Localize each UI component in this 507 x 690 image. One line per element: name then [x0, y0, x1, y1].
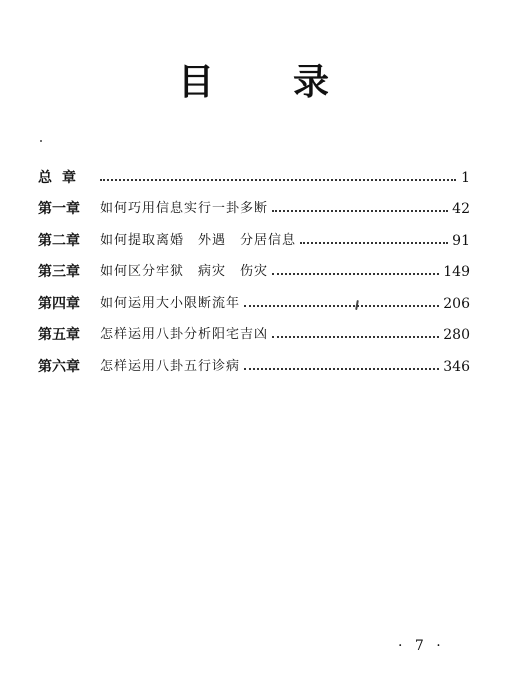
- toc-chapter-label: 第四章: [38, 295, 80, 312]
- toc-page-number: 346: [443, 358, 470, 375]
- toc-entry-chapter-2: [38, 225, 470, 257]
- footer-page-number: · 7 ·: [398, 638, 445, 654]
- title-char-1: 目: [178, 62, 215, 103]
- toc-entry-title: 如何提取离婚 外遇 分居信息: [100, 232, 297, 248]
- dot-leader: [300, 242, 448, 244]
- dot-leader: [244, 368, 439, 370]
- toc-page-number: 42: [452, 201, 470, 218]
- toc-chapter-label: 总章: [38, 169, 86, 186]
- dot-leader: [272, 336, 439, 338]
- toc-chapter-label: 第三章: [38, 264, 80, 281]
- table-of-contents: [38, 162, 470, 383]
- toc-entry-title: 如何巧用信息实行一卦多断: [100, 201, 269, 217]
- toc-entry-chapter-3: [38, 257, 470, 289]
- scan-speck: [40, 140, 42, 142]
- dot-leader: [272, 273, 439, 275]
- toc-chapter-label: 第六章: [38, 358, 80, 375]
- toc-chapter-label: 第五章: [38, 327, 80, 344]
- dot-leader: [272, 210, 448, 212]
- toc-chapter-label: 第一章: [38, 201, 80, 218]
- toc-entry-title: 怎样运用八卦五行诊病: [100, 358, 241, 374]
- toc-page-number: 280: [443, 327, 470, 344]
- dot-leader: [100, 179, 456, 181]
- toc-entry-chapter-6: [38, 351, 470, 383]
- toc-entry-title: 如何运用大小限断流年: [100, 295, 241, 311]
- page-title: [0, 58, 507, 108]
- toc-entry-title: 如何区分牢狱 病灾 伤灾: [100, 264, 269, 280]
- toc-entry-chapter-4: [38, 288, 470, 320]
- toc-chapter-label: 第二章: [38, 232, 80, 249]
- toc-page-number: 1: [461, 169, 470, 186]
- toc-entry-chapter-1: [38, 194, 470, 226]
- toc-entry-general: [38, 162, 470, 194]
- dot-leader: [244, 305, 439, 307]
- title-char-2: 录: [293, 62, 330, 103]
- toc-page-number: 149: [443, 264, 470, 281]
- toc-entry-chapter-5: [38, 320, 470, 352]
- toc-page-number: 91: [452, 232, 470, 249]
- toc-page-number: 206: [443, 295, 470, 312]
- toc-entry-title: 怎样运用八卦分析阳宅吉凶: [100, 327, 269, 343]
